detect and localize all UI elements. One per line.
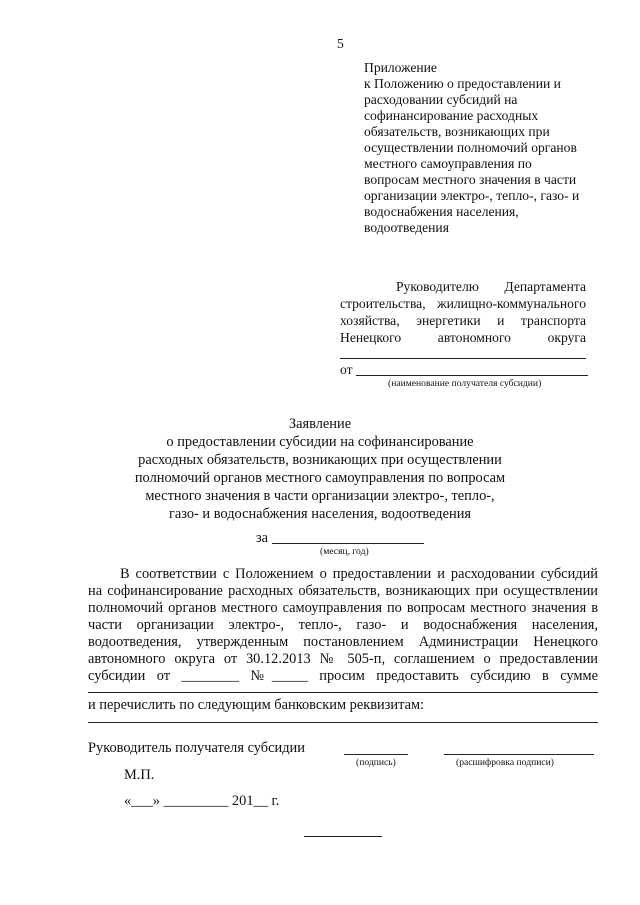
addressee-blank-line <box>340 358 586 359</box>
footer-divider <box>304 836 382 837</box>
body-line: автономного округа от 30.12.2013 № 505-п, соглашением о предоставлении <box>88 651 598 667</box>
signature-label: Руководитель получателя субсидии <box>88 740 305 756</box>
period-prefix: за <box>256 530 269 546</box>
title-line: газо- и водоснабжения населения, водоотведения <box>168 506 472 522</box>
from-blank-line <box>356 375 588 376</box>
sign-blank-line <box>344 754 408 755</box>
from-caption: (наименование получателя субсидии) <box>388 378 542 389</box>
period-blank-line <box>272 543 424 544</box>
from-prefix: от <box>340 362 353 377</box>
title-line: полномочий органов местного самоуправления по вопросам <box>134 470 506 486</box>
appendix-line: софинансирование расходных <box>364 108 539 123</box>
appendix-line: обязательств, возникающих при <box>364 124 550 139</box>
stamp-label: М.П. <box>124 767 155 783</box>
decode-blank-line <box>444 754 594 755</box>
appendix-line: водоотведения <box>364 220 449 235</box>
decode-caption: (расшифровка подписи) <box>456 757 554 768</box>
period-caption: (месяц, год) <box>320 546 369 557</box>
date-line: «___» _________ 201__ г. <box>124 793 280 809</box>
appendix-line: расходовании субсидий на <box>364 92 518 107</box>
sign-caption: (подпись) <box>356 757 396 768</box>
body-line: полномочий органов местного самоуправления по вопросам местного значения в <box>88 600 598 616</box>
body-line: субсидии от ________ №_____ просим предоставить субсидию в сумме <box>88 668 598 684</box>
body-line: В соответствии с Положением о предоставлении и расходовании субсидий <box>120 566 598 582</box>
appendix-line: вопросам местного значения в части <box>364 172 577 187</box>
title-line: расходных обязательств, возникающих при осуществлении <box>138 452 502 468</box>
body-line: водоотведения, утвержденным постановлением Администрации Ненецкого <box>88 634 598 650</box>
title-line: Заявление <box>288 416 352 432</box>
appendix-line: организации электро-, тепло-, газо- и <box>364 188 580 203</box>
body-line: части организации электро-, тепло-, газо- и водоснабжения населения, <box>88 617 598 633</box>
bank-blank-line <box>88 722 598 723</box>
appendix-line: Приложение <box>364 60 437 75</box>
addressee-line: хозяйства, энергетики и транспорта <box>340 313 586 328</box>
addressee-line: Руководителю Департамента <box>396 279 586 294</box>
title-line: местного значения в части организации электро-, тепло-, <box>145 488 495 504</box>
appendix-line: водоснабжения населения, <box>364 204 519 219</box>
bank-details-line: и перечислить по следующим банковским реквизитам: <box>88 697 425 713</box>
amount-blank-line <box>88 692 598 693</box>
addressee-line: Ненецкого автономного округа <box>340 330 586 345</box>
page-number: 5 <box>337 36 344 51</box>
addressee-line: строительства, жилищно-коммунального <box>340 296 586 311</box>
body-line: на софинансирование расходных обязательств, возникающих при осуществлении <box>88 583 598 599</box>
appendix-line: осуществлении полномочий органов <box>364 140 577 155</box>
appendix-line: к Положению о предоставлении и <box>364 76 561 91</box>
title-line: о предоставлении субсидии на софинансирование <box>166 434 474 450</box>
appendix-line: местного самоуправления по <box>364 156 532 171</box>
